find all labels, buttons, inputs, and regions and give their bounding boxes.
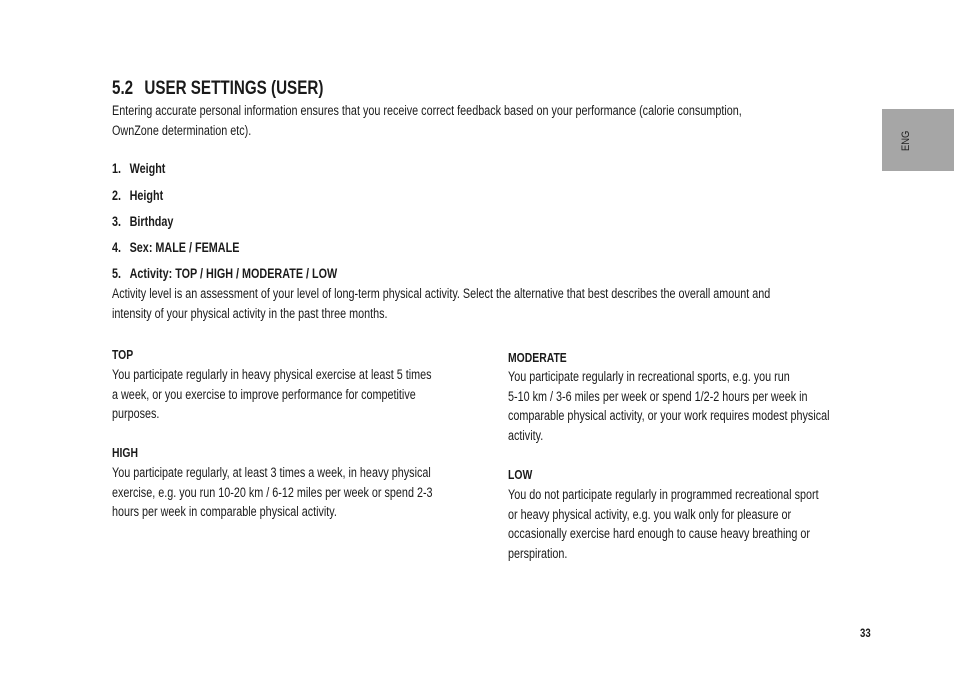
level-text-high [112, 463, 513, 522]
level-text-line: hours per week in comparable physical activity. [112, 504, 337, 519]
level-text-line: comparable physical activity, or your work requires modest physical [508, 408, 830, 423]
level-text-line: You participate regularly, at least 3 times a week, in heavy physical [112, 465, 431, 480]
level-heading-top: TOP [112, 347, 134, 362]
list-item-activity [112, 266, 337, 281]
list-item-label: Birthday [129, 214, 174, 229]
activity-description-line: Activity level is an assessment of your level of long-term physical activity. Select the alternative that best describes the overall amount and [112, 286, 771, 301]
level-text-line: occasionally exercise hard enough to cause heavy breathing or [508, 526, 810, 541]
level-text-line: You participate regularly in heavy physical exercise at least 5 times [112, 367, 432, 382]
list-item-label: Sex: MALE / FEMALE [129, 240, 240, 255]
section-number: 5.2 [112, 78, 134, 99]
level-heading-moderate: MODERATE [508, 350, 567, 365]
list-item-label: Activity: TOP / HIGH / MODERATE / LOW [129, 266, 338, 281]
intro-line: OwnZone determination etc). [112, 122, 252, 138]
page-number: 33 [860, 626, 871, 640]
level-text-line: 5-10 km / 3-6 miles per week or spend 1/2-2 hours per week in [508, 388, 808, 404]
level-text-line: or heavy physical activity, e.g. you walk only for pleasure or [508, 506, 792, 522]
activity-description [112, 284, 935, 323]
level-text-line: exercise, e.g. you run 10-20 km / 6-12 miles per week or spend 2-3 [112, 484, 433, 500]
section-title [112, 78, 323, 100]
level-text-line: a week, or you exercise to improve performance for competitive [112, 386, 416, 402]
level-text-line: You do not participate regularly in programmed recreational sport [508, 487, 819, 502]
list-item-weight [112, 161, 165, 176]
level-text-moderate [508, 367, 910, 445]
language-tab-label: ENG [900, 130, 912, 151]
activity-description-line: intensity of your physical activity in the past three months. [112, 305, 388, 321]
intro-paragraph [112, 101, 899, 140]
level-text-line: activity. [508, 427, 544, 443]
list-item-number: 3. [112, 214, 122, 229]
level-text-top [112, 365, 511, 424]
level-text-low [508, 485, 896, 563]
level-text-line: perspiration. [508, 545, 568, 561]
level-heading-high: HIGH [112, 445, 138, 460]
list-item-number: 5. [112, 266, 122, 281]
list-item-number: 2. [112, 188, 122, 203]
level-text-line: You participate regularly in recreational sports, e.g. you run [508, 369, 790, 384]
language-tab [882, 109, 954, 171]
list-item-height [112, 188, 163, 203]
level-heading-low: LOW [508, 467, 533, 482]
list-item-birthday [112, 214, 173, 229]
list-item-label: Height [129, 188, 164, 203]
level-text-line: purposes. [112, 406, 160, 421]
list-item-number: 1. [112, 161, 122, 176]
section-heading: USER SETTINGS (USER) [144, 78, 324, 99]
list-item-label: Weight [129, 161, 166, 176]
list-item-sex [112, 240, 239, 255]
list-item-number: 4. [112, 240, 122, 255]
intro-line: Entering accurate personal information ensures that you receive correct feedback based on your performance (calorie consumption, [112, 103, 742, 118]
